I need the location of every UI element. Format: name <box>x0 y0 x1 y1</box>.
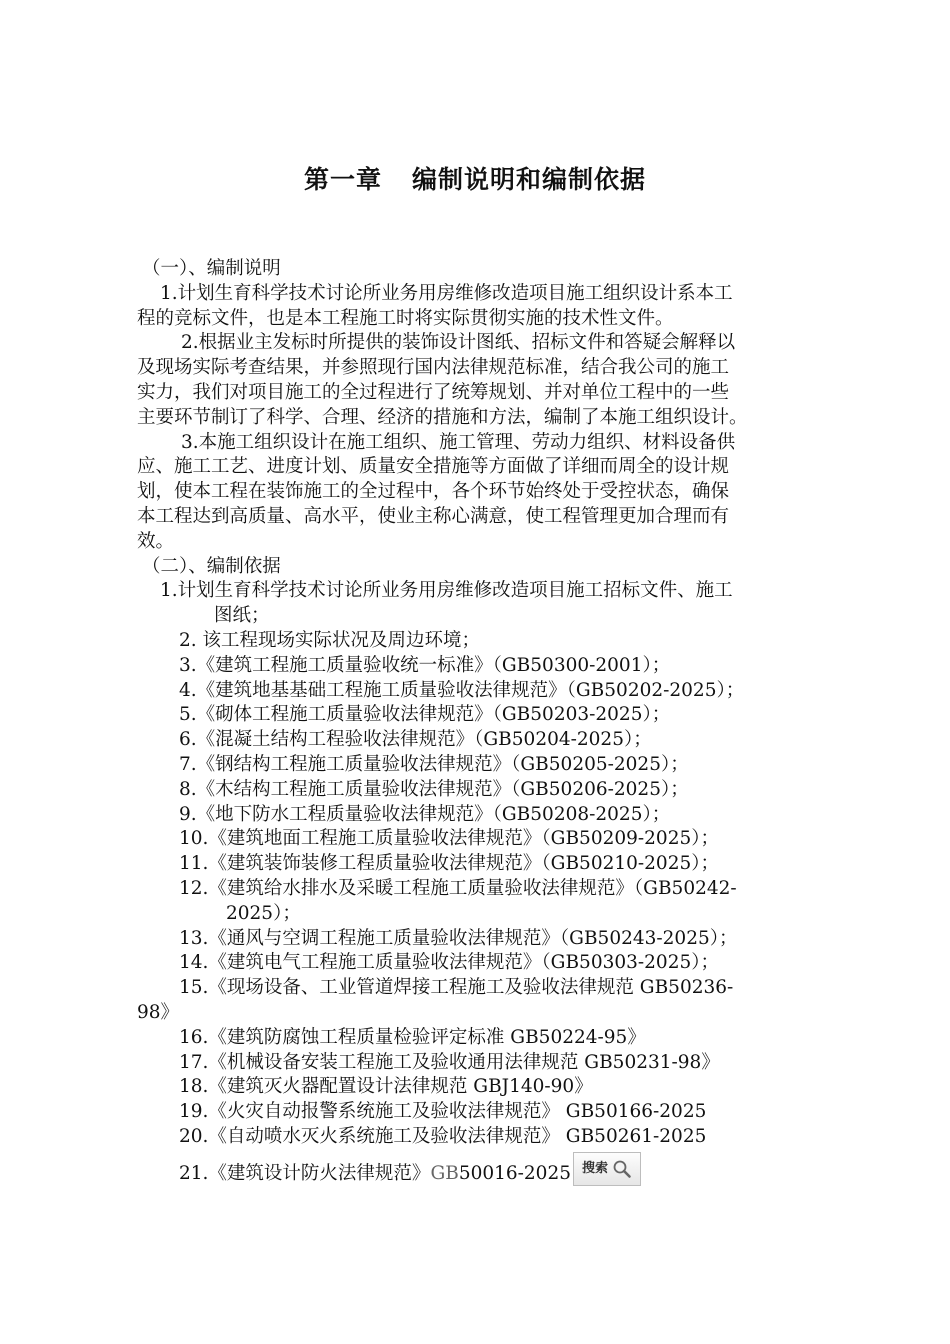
chapter-title <box>0 160 950 196</box>
reference-item-19: 19.《火灾自动报警系统施工及验收法律规范》 GB50166-2025 <box>179 1101 707 1123</box>
reference-item-2: 2. 该工程现场实际状况及周边环境； <box>179 629 481 651</box>
reference-item-8: 8.《木结构工程施工质量验收法律规范》（GB50206-2025）； <box>179 778 689 800</box>
reference-item-11: 11.《建筑装饰装修工程质量验收法律规范》（GB50210-2025）； <box>179 853 719 875</box>
reference-item-5: 5.《砌体工程施工质量验收法律规范》（GB50203-2025）； <box>179 704 671 726</box>
paragraph-1-line-1: 1.计划生育科学技术讨论所业务用房维修改造项目施工组织设计系本工 <box>160 282 733 304</box>
reference-item-7: 7.《钢结构工程施工质量验收法律规范》（GB50205-2025）； <box>179 753 689 775</box>
reference-item-21-gb: GB <box>430 1162 459 1184</box>
paragraph-2-line-4: 主要环节制订了科学、合理、经济的措施和方法，编制了本施工组织设计。 <box>137 406 748 428</box>
reference-item-1-line-1: 1.计划生育科学技术讨论所业务用房维修改造项目施工招标文件、施工 <box>160 580 733 602</box>
search-button-label: 搜索 <box>582 1160 609 1176</box>
document-body <box>137 257 859 1186</box>
magnifier-icon <box>612 1159 632 1179</box>
reference-item-21-code: 50016-2025 <box>458 1162 571 1184</box>
paragraph-3-line-2: 应、施工工艺、进度计划、质量安全措施等方面做了详细而周全的设计规 <box>137 456 730 478</box>
reference-item-21-text: 21.《建筑设计防火法律规范》 <box>179 1162 431 1184</box>
reference-item-10: 10.《建筑地面工程施工质量验收法律规范》（GB50209-2025）； <box>179 828 719 850</box>
paragraph-3-line-3: 划，使本工程在装饰施工的全过程中，各个环节始终处于受控状态，确保 <box>137 481 730 503</box>
reference-item-13: 13.《通风与空调工程施工质量验收法律规范》（GB50243-2025）； <box>179 927 738 949</box>
search-button[interactable] <box>573 1152 641 1186</box>
paragraph-2-line-2: 及现场实际考查结果，并参照现行国内法律规范标准，结合我公司的施工 <box>137 357 730 379</box>
chapter-number: 第一章 <box>303 165 382 194</box>
reference-item-21 <box>137 1162 859 1187</box>
reference-item-12-line-1: 12.《建筑给水排水及采暖工程施工质量验收法律规范》（GB50242- <box>179 877 737 899</box>
reference-item-20: 20.《自动喷水灭火系统施工及验收法律规范》 GB50261-2025 <box>179 1125 707 1147</box>
paragraph-3-line-4: 本工程达到高质量、高水平，使业主称心满意，使工程管理更加合理而有 <box>137 505 730 527</box>
section-2-heading: （二）、编制依据 <box>142 555 281 577</box>
reference-item-17: 17.《机械设备安装工程施工及验收通用法律规范 GB50231-98》 <box>179 1051 720 1073</box>
reference-item-9: 9.《地下防水工程质量验收法律规范》（GB50208-2025）； <box>179 803 671 825</box>
paragraph-1-line-2: 程的竞标文件，也是本工程施工时将实际贯彻实施的技术性文件。 <box>137 307 674 329</box>
reference-item-18: 18.《建筑灭火器配置设计法律规范 GBJ140-90》 <box>179 1076 593 1098</box>
chapter-heading: 编制说明和编制依据 <box>412 165 647 194</box>
paragraph-3-line-5: 效。 <box>137 530 175 552</box>
reference-item-16: 16.《建筑防腐蚀工程质量检验评定标准 GB50224-95》 <box>179 1026 646 1048</box>
section-1-heading: （一）、编制说明 <box>142 258 281 279</box>
reference-item-15-line-1: 15.《现场设备、工业管道焊接工程施工及验收法律规范 GB50236- <box>179 977 734 999</box>
paragraph-3-line-1: 3.本施工组织设计在施工组织、施工管理、劳动力组织、材料设备供 <box>181 431 736 453</box>
reference-item-14: 14.《建筑电气工程施工质量验收法律规范》（GB50303-2025）； <box>179 952 719 974</box>
reference-item-4: 4.《建筑地基基础工程施工质量验收法律规范》（GB50202-2025）； <box>179 679 745 701</box>
reference-item-12-line-2: 2025）； <box>226 902 301 924</box>
reference-item-1-line-2: 图纸； <box>214 605 270 627</box>
reference-item-3: 3.《建筑工程施工质量验收统一标准》（GB50300-2001）； <box>179 654 671 676</box>
reference-item-15-line-2: 98》 <box>137 1001 180 1023</box>
reference-item-6: 6.《混凝土结构工程验收法律规范》（GB50204-2025）； <box>179 729 652 751</box>
paragraph-2-line-3: 实力，我们对项目施工的全过程进行了统筹规划、并对单位工程中的一些 <box>137 381 730 403</box>
paragraph-2-line-1: 2.根据业主发标时所提供的装饰设计图纸、招标文件和答疑会解释以 <box>181 332 736 354</box>
